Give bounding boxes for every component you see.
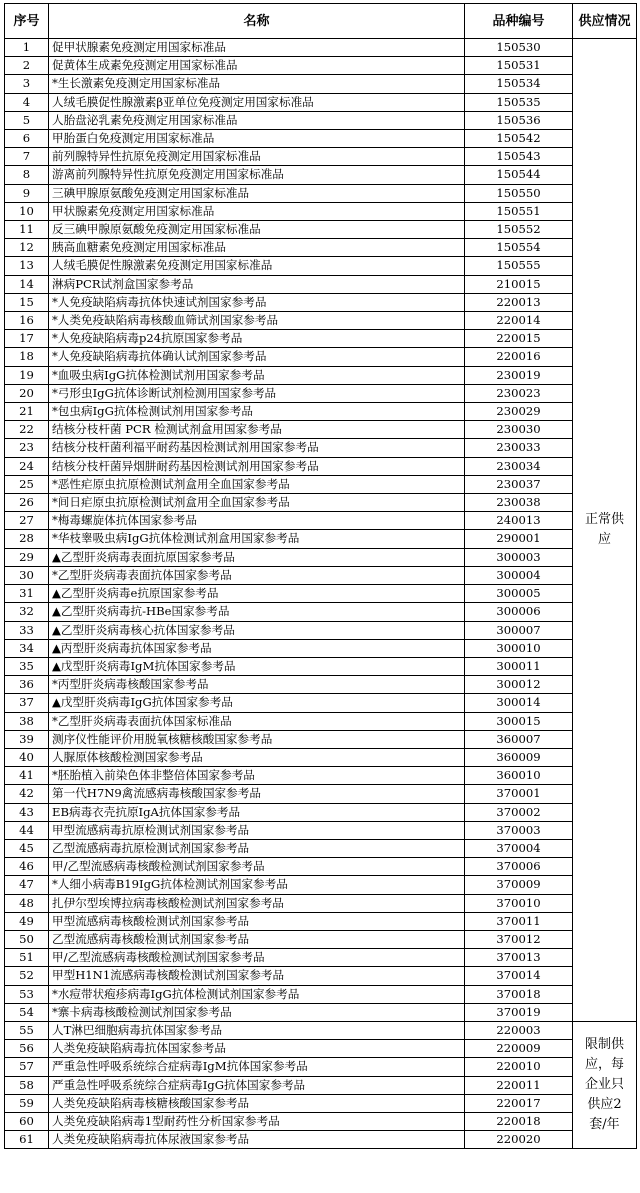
row-name: *包虫病IgG抗体检测试剂用国家参考品 <box>49 403 465 421</box>
table-row <box>5 130 637 148</box>
row-code: 150543 <box>465 148 573 166</box>
row-code: 220015 <box>465 330 573 348</box>
row-number: 42 <box>5 785 49 803</box>
row-number: 16 <box>5 312 49 330</box>
row-code: 230038 <box>465 494 573 512</box>
table-row <box>5 603 637 621</box>
row-code: 230033 <box>465 439 573 457</box>
table-row <box>5 621 637 639</box>
row-number: 46 <box>5 858 49 876</box>
row-code: 150554 <box>465 239 573 257</box>
row-code: 300015 <box>465 712 573 730</box>
row-number: 56 <box>5 1040 49 1058</box>
row-name: 人类免疫缺陷病毒抗体尿液国家参考品 <box>49 1131 465 1149</box>
table-row <box>5 1131 637 1149</box>
row-name: *人免疫缺陷病毒p24抗原国家参考品 <box>49 330 465 348</box>
table-row <box>5 730 637 748</box>
row-code: 230019 <box>465 366 573 384</box>
row-name: 结核分枝杆菌利福平耐药基因检测试剂用国家参考品 <box>49 439 465 457</box>
row-number: 44 <box>5 821 49 839</box>
row-code: 300007 <box>465 621 573 639</box>
row-name: 结核分枝杆菌 PCR 检测试剂盒用国家参考品 <box>49 421 465 439</box>
row-number: 50 <box>5 930 49 948</box>
row-code: 150530 <box>465 39 573 57</box>
row-name: *胚胎植入前染色体非整倍体国家参考品 <box>49 767 465 785</box>
table-row <box>5 858 637 876</box>
supply-status-1: 正常供应 <box>573 39 637 1022</box>
row-number: 20 <box>5 384 49 402</box>
table-row <box>5 566 637 584</box>
row-code: 150552 <box>465 221 573 239</box>
row-name: *梅毒螺旋体抗体国家参考品 <box>49 512 465 530</box>
table-row <box>5 639 637 657</box>
row-name: 结核分枝杆菌异烟肼耐药基因检测试剂用国家参考品 <box>49 457 465 475</box>
table-row <box>5 39 637 57</box>
row-code: 300012 <box>465 676 573 694</box>
row-code: 220016 <box>465 348 573 366</box>
row-number: 59 <box>5 1094 49 1112</box>
row-code: 150536 <box>465 111 573 129</box>
row-number: 45 <box>5 839 49 857</box>
row-name: 甲型H1N1流感病毒核酸检测试剂国家参考品 <box>49 967 465 985</box>
row-number: 53 <box>5 985 49 1003</box>
row-name: 人类免疫缺陷病毒核糖核酸国家参考品 <box>49 1094 465 1112</box>
row-name: ▲乙型肝炎病毒抗-HBe国家参考品 <box>49 603 465 621</box>
row-name: *乙型肝炎病毒表面抗体国家标准品 <box>49 712 465 730</box>
row-code: 230037 <box>465 475 573 493</box>
row-name: 甲型流感病毒核酸检测试剂国家参考品 <box>49 912 465 930</box>
row-number: 51 <box>5 949 49 967</box>
row-name: 人胎盘泌乳素免疫测定用国家标准品 <box>49 111 465 129</box>
row-name: *恶性疟原虫抗原检测试剂盒用全血国家参考品 <box>49 475 465 493</box>
header-row <box>5 4 637 39</box>
row-code: 150531 <box>465 57 573 75</box>
row-name: *寨卡病毒核酸检测试剂国家参考品 <box>49 1003 465 1021</box>
row-code: 370003 <box>465 821 573 839</box>
row-number: 27 <box>5 512 49 530</box>
table-row <box>5 803 637 821</box>
table-row <box>5 221 637 239</box>
row-name: 严重急性呼吸系统综合症病毒IgM抗体国家参考品 <box>49 1058 465 1076</box>
row-code: 300010 <box>465 639 573 657</box>
table-row <box>5 494 637 512</box>
table-row <box>5 457 637 475</box>
row-name: 乙型流感病毒核酸检测试剂国家参考品 <box>49 930 465 948</box>
row-number: 10 <box>5 202 49 220</box>
row-code: 370010 <box>465 894 573 912</box>
row-name: *弓形虫IgG抗体诊断试剂检测用国家参考品 <box>49 384 465 402</box>
table-row <box>5 930 637 948</box>
row-name: 游离前列腺特异性抗原免疫测定用国家标准品 <box>49 166 465 184</box>
row-number: 30 <box>5 566 49 584</box>
row-name: 甲/乙型流感病毒核酸检测试剂国家参考品 <box>49 858 465 876</box>
row-name: *人免疫缺陷病毒抗体确认试剂国家参考品 <box>49 348 465 366</box>
row-name: 第一代H7N9禽流感病毒核酸国家参考品 <box>49 785 465 803</box>
row-code: 370019 <box>465 1003 573 1021</box>
row-number: 21 <box>5 403 49 421</box>
table-row <box>5 348 637 366</box>
row-number: 14 <box>5 275 49 293</box>
table-row <box>5 166 637 184</box>
table-row <box>5 148 637 166</box>
row-number: 33 <box>5 621 49 639</box>
table-row <box>5 967 637 985</box>
row-number: 2 <box>5 57 49 75</box>
row-code: 370014 <box>465 967 573 985</box>
row-name: 前列腺特异性抗原免疫测定用国家标准品 <box>49 148 465 166</box>
row-number: 35 <box>5 657 49 675</box>
table-row <box>5 676 637 694</box>
row-name: *人类免疫缺陷病毒核酸血筛试剂国家参考品 <box>49 312 465 330</box>
row-code: 300006 <box>465 603 573 621</box>
row-number: 40 <box>5 748 49 766</box>
table-row <box>5 748 637 766</box>
table-row <box>5 366 637 384</box>
row-code: 150551 <box>465 202 573 220</box>
row-number: 13 <box>5 257 49 275</box>
row-name: 甲/乙型流感病毒核酸检测试剂国家参考品 <box>49 949 465 967</box>
row-name: 淋病PCR试剂盒国家参考品 <box>49 275 465 293</box>
table-row <box>5 949 637 967</box>
row-code: 220011 <box>465 1076 573 1094</box>
row-code: 230030 <box>465 421 573 439</box>
table-row <box>5 1112 637 1130</box>
table-row <box>5 512 637 530</box>
table-row <box>5 1021 637 1039</box>
row-name: *人免疫缺陷病毒抗体快速试剂国家参考品 <box>49 293 465 311</box>
row-name: *人细小病毒B19IgG抗体检测试剂国家参考品 <box>49 876 465 894</box>
table-row <box>5 1094 637 1112</box>
table-row <box>5 330 637 348</box>
row-name: 人类免疫缺陷病毒1型耐药性分析国家参考品 <box>49 1112 465 1130</box>
row-code: 220013 <box>465 293 573 311</box>
table-row <box>5 585 637 603</box>
table-row <box>5 75 637 93</box>
row-name: 甲状腺素免疫测定用国家标准品 <box>49 202 465 220</box>
row-code: 370018 <box>465 985 573 1003</box>
row-code: 300003 <box>465 548 573 566</box>
row-code: 370002 <box>465 803 573 821</box>
row-name: 甲胎蛋白免疫测定用国家标准品 <box>49 130 465 148</box>
table-row <box>5 421 637 439</box>
row-number: 18 <box>5 348 49 366</box>
row-code: 240013 <box>465 512 573 530</box>
row-code: 230034 <box>465 457 573 475</box>
table-row <box>5 785 637 803</box>
row-number: 41 <box>5 767 49 785</box>
row-code: 150550 <box>465 184 573 202</box>
table-row <box>5 111 637 129</box>
row-code: 370001 <box>465 785 573 803</box>
row-number: 24 <box>5 457 49 475</box>
row-number: 26 <box>5 494 49 512</box>
row-code: 230023 <box>465 384 573 402</box>
row-number: 60 <box>5 1112 49 1130</box>
row-name: ▲戊型肝炎病毒IgM抗体国家参考品 <box>49 657 465 675</box>
row-number: 29 <box>5 548 49 566</box>
row-code: 370012 <box>465 930 573 948</box>
row-name: 人绒毛膜促性腺激素免疫测定用国家标准品 <box>49 257 465 275</box>
row-number: 61 <box>5 1131 49 1149</box>
table-row <box>5 657 637 675</box>
row-number: 25 <box>5 475 49 493</box>
row-code: 210015 <box>465 275 573 293</box>
table-row <box>5 712 637 730</box>
row-name: 乙型流感病毒抗原检测试剂国家参考品 <box>49 839 465 857</box>
row-name: 人脲原体核酸检测国家参考品 <box>49 748 465 766</box>
row-number: 17 <box>5 330 49 348</box>
row-code: 230029 <box>465 403 573 421</box>
row-name: 胰高血糖素免疫测定用国家标准品 <box>49 239 465 257</box>
table-row <box>5 876 637 894</box>
row-code: 370013 <box>465 949 573 967</box>
row-name: *华枝睾吸虫病IgG抗体检测试剂盒用国家参考品 <box>49 530 465 548</box>
table-row <box>5 1058 637 1076</box>
row-code: 150535 <box>465 93 573 111</box>
row-name: ▲乙型肝炎病毒e抗原国家参考品 <box>49 585 465 603</box>
row-name: EB病毒衣壳抗原IgA抗体国家参考品 <box>49 803 465 821</box>
row-name: 人类免疫缺陷病毒抗体国家参考品 <box>49 1040 465 1058</box>
table-row <box>5 439 637 457</box>
row-name: 人T淋巴细胞病毒抗体国家参考品 <box>49 1021 465 1039</box>
row-code: 220009 <box>465 1040 573 1058</box>
row-name: ▲丙型肝炎病毒抗体国家参考品 <box>49 639 465 657</box>
row-code: 150544 <box>465 166 573 184</box>
table-row <box>5 1003 637 1021</box>
row-code: 220017 <box>465 1094 573 1112</box>
row-code: 370011 <box>465 912 573 930</box>
supply-status-2: 限制供应，每企业只供应2套/年 <box>573 1021 637 1148</box>
row-code: 300014 <box>465 694 573 712</box>
row-name: *丙型肝炎病毒核酸国家参考品 <box>49 676 465 694</box>
row-code: 300005 <box>465 585 573 603</box>
row-number: 58 <box>5 1076 49 1094</box>
row-number: 5 <box>5 111 49 129</box>
row-number: 31 <box>5 585 49 603</box>
row-name: 三碘甲腺原氨酸免疫测定用国家标准品 <box>49 184 465 202</box>
row-number: 3 <box>5 75 49 93</box>
row-name: 人绒毛膜促性腺激素β亚单位免疫测定用国家标准品 <box>49 93 465 111</box>
row-name: *血吸虫病IgG抗体检测试剂用国家参考品 <box>49 366 465 384</box>
row-number: 49 <box>5 912 49 930</box>
row-name: 促甲状腺素免疫测定用国家标准品 <box>49 39 465 57</box>
table-row <box>5 475 637 493</box>
row-number: 47 <box>5 876 49 894</box>
row-code: 370004 <box>465 839 573 857</box>
row-number: 28 <box>5 530 49 548</box>
row-code: 220020 <box>465 1131 573 1149</box>
row-code: 300011 <box>465 657 573 675</box>
table-row <box>5 403 637 421</box>
row-code: 150542 <box>465 130 573 148</box>
row-number: 1 <box>5 39 49 57</box>
row-name: 甲型流感病毒抗原检测试剂国家参考品 <box>49 821 465 839</box>
row-code: 220014 <box>465 312 573 330</box>
row-number: 54 <box>5 1003 49 1021</box>
row-code: 370006 <box>465 858 573 876</box>
row-number: 4 <box>5 93 49 111</box>
row-number: 37 <box>5 694 49 712</box>
row-number: 19 <box>5 366 49 384</box>
table-row <box>5 57 637 75</box>
table-row <box>5 239 637 257</box>
row-code: 360009 <box>465 748 573 766</box>
table-row <box>5 694 637 712</box>
row-number: 39 <box>5 730 49 748</box>
row-number: 43 <box>5 803 49 821</box>
row-number: 8 <box>5 166 49 184</box>
table-row <box>5 184 637 202</box>
row-code: 360007 <box>465 730 573 748</box>
reference-materials-table <box>4 3 637 1149</box>
table-body <box>5 39 637 1149</box>
row-number: 55 <box>5 1021 49 1039</box>
row-code: 300004 <box>465 566 573 584</box>
row-number: 22 <box>5 421 49 439</box>
row-code: 220003 <box>465 1021 573 1039</box>
row-number: 38 <box>5 712 49 730</box>
table-row <box>5 767 637 785</box>
table-row <box>5 1040 637 1058</box>
table-row <box>5 202 637 220</box>
row-code: 290001 <box>465 530 573 548</box>
table-row <box>5 548 637 566</box>
row-name: ▲戊型肝炎病毒IgG抗体国家参考品 <box>49 694 465 712</box>
table-row <box>5 275 637 293</box>
row-name: 测序仪性能评价用脱氧核糖核酸国家参考品 <box>49 730 465 748</box>
row-code: 360010 <box>465 767 573 785</box>
table-row <box>5 839 637 857</box>
row-number: 57 <box>5 1058 49 1076</box>
row-name: ▲乙型肝炎病毒表面抗原国家参考品 <box>49 548 465 566</box>
row-name: *生长激素免疫测定用国家标准品 <box>49 75 465 93</box>
row-code: 370009 <box>465 876 573 894</box>
row-code: 220018 <box>465 1112 573 1130</box>
row-number: 15 <box>5 293 49 311</box>
header-name: 名称 <box>49 4 465 39</box>
table-row <box>5 384 637 402</box>
row-name: *水痘带状疱疹病毒IgG抗体检测试剂国家参考品 <box>49 985 465 1003</box>
table-row <box>5 93 637 111</box>
header-no: 序号 <box>5 4 49 39</box>
table-row <box>5 530 637 548</box>
row-number: 48 <box>5 894 49 912</box>
row-number: 6 <box>5 130 49 148</box>
table-row <box>5 985 637 1003</box>
row-code: 150534 <box>465 75 573 93</box>
row-code: 150555 <box>465 257 573 275</box>
row-code: 220010 <box>465 1058 573 1076</box>
row-name: *乙型肝炎病毒表面抗体国家参考品 <box>49 566 465 584</box>
row-name: 反三碘甲腺原氨酸免疫测定用国家标准品 <box>49 221 465 239</box>
row-number: 7 <box>5 148 49 166</box>
row-number: 34 <box>5 639 49 657</box>
table-row <box>5 1076 637 1094</box>
table-row <box>5 894 637 912</box>
row-name: *间日疟原虫抗原检测试剂盒用全血国家参考品 <box>49 494 465 512</box>
row-number: 32 <box>5 603 49 621</box>
row-name: 促黄体生成素免疫测定用国家标准品 <box>49 57 465 75</box>
row-name: 扎伊尔型埃博拉病毒核酸检测试剂国家参考品 <box>49 894 465 912</box>
table-row <box>5 257 637 275</box>
table-row <box>5 293 637 311</box>
header-code: 品种编号 <box>465 4 573 39</box>
table-row <box>5 312 637 330</box>
row-name: 严重急性呼吸系统综合症病毒IgG抗体国家参考品 <box>49 1076 465 1094</box>
row-number: 23 <box>5 439 49 457</box>
row-number: 12 <box>5 239 49 257</box>
table-row <box>5 821 637 839</box>
header-supply: 供应情况 <box>573 4 637 39</box>
row-number: 9 <box>5 184 49 202</box>
row-name: ▲乙型肝炎病毒核心抗体国家参考品 <box>49 621 465 639</box>
row-number: 36 <box>5 676 49 694</box>
row-number: 52 <box>5 967 49 985</box>
row-number: 11 <box>5 221 49 239</box>
table-row <box>5 912 637 930</box>
